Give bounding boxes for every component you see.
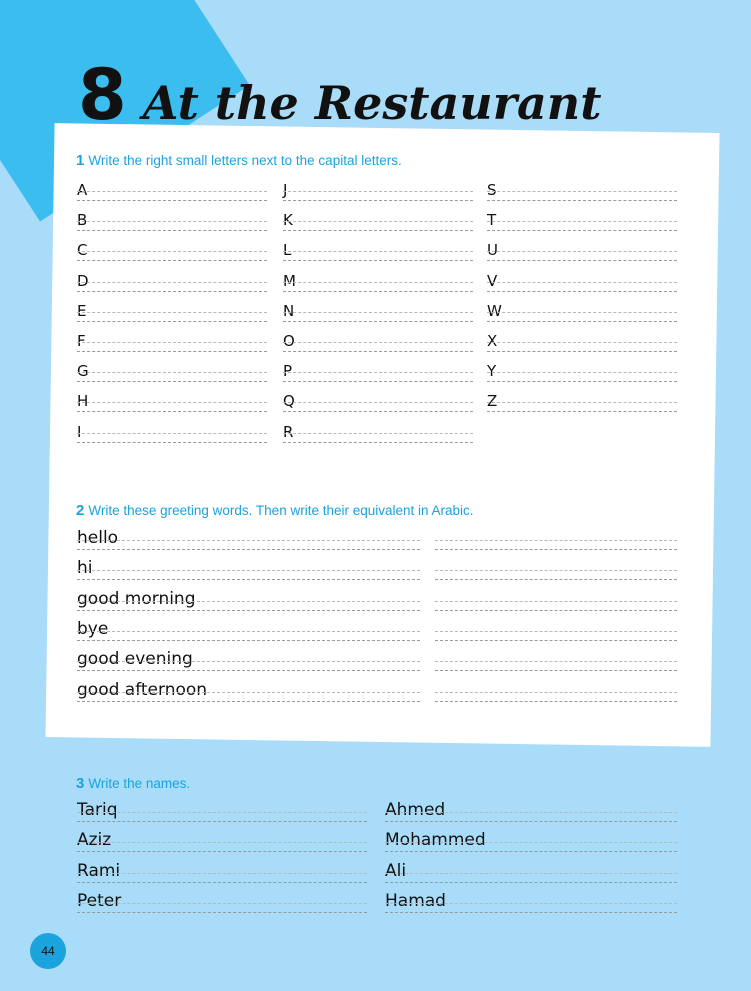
capital-letter-writing-line[interactable] [77, 381, 267, 412]
capital-letter: G [77, 362, 89, 381]
capital-letter: K [283, 211, 293, 230]
capital-letter: N [283, 301, 295, 320]
capital-letter-writing-line[interactable] [77, 200, 267, 231]
unit-title: At the Restaurant [142, 76, 602, 130]
name-writing-line[interactable] [77, 852, 367, 883]
arabic-equivalent-writing-line[interactable] [435, 519, 677, 550]
greeting-word: good evening [77, 649, 193, 670]
greeting-word: hello [77, 528, 119, 548]
exercise-1-text: Write the right small letters next to the capital letters. [88, 153, 402, 168]
name-writing-line[interactable] [385, 852, 677, 883]
capital-letter: W [487, 301, 502, 320]
capital-letter-writing-line[interactable] [77, 291, 267, 322]
name-writing-line[interactable] [385, 821, 677, 852]
capital-letter: E [77, 301, 87, 320]
greeting-word-writing-line[interactable] [77, 640, 420, 671]
capital-letter: D [77, 271, 89, 290]
exercise-1-instruction [76, 152, 402, 169]
capital-letter-writing-line[interactable] [283, 381, 473, 412]
name-writing-line[interactable] [77, 882, 367, 913]
capital-letter: B [77, 211, 88, 230]
name: Tariq [77, 800, 118, 820]
name: Aziz [77, 830, 112, 851]
exercise-2-text: Write these greeting words. Then write their equivalent in Arabic. [88, 503, 474, 518]
unit-header [78, 54, 602, 136]
greeting-word-writing-line[interactable] [77, 580, 420, 611]
capital-letter-writing-line[interactable] [487, 381, 677, 412]
capital-letter-writing-line[interactable] [487, 351, 677, 382]
capital-letter-writing-line[interactable] [77, 351, 267, 382]
page-number: 44 [30, 933, 66, 969]
capital-letter-writing-line[interactable] [487, 291, 677, 322]
capital-letter: L [283, 241, 292, 260]
capital-letter-writing-line[interactable] [283, 261, 473, 292]
capital-letter: X [487, 332, 498, 350]
arabic-equivalent-writing-line[interactable] [435, 580, 677, 611]
arabic-equivalent-writing-line[interactable] [435, 640, 677, 671]
name: Ahmed [385, 800, 446, 820]
capital-letter: V [487, 271, 498, 290]
capital-letter-writing-line[interactable] [77, 412, 267, 443]
greeting-word-writing-line[interactable] [77, 519, 420, 550]
capital-letter-writing-line[interactable] [487, 200, 677, 231]
capital-letter-writing-line[interactable] [77, 321, 267, 352]
capital-letter-writing-line[interactable] [487, 321, 677, 352]
capital-letter-writing-line[interactable] [283, 230, 473, 261]
capital-letter: Q [283, 392, 295, 411]
arabic-equivalent-writing-line[interactable] [435, 671, 677, 702]
arabic-equivalent-writing-line[interactable] [435, 610, 677, 641]
greeting-word: hi [77, 558, 93, 579]
capital-letter: Z [487, 392, 498, 411]
unit-number: 8 [78, 54, 125, 136]
capital-letter-writing-line[interactable] [283, 351, 473, 382]
capital-letter: J [283, 181, 288, 199]
capital-letter-writing-line[interactable] [77, 170, 267, 201]
greeting-word: good morning [77, 588, 196, 609]
capital-letter-writing-line[interactable] [77, 230, 267, 261]
capital-letter: U [487, 241, 498, 260]
greeting-word-writing-line[interactable] [77, 610, 420, 641]
greeting-word: good afternoon [77, 679, 208, 700]
capital-letter: P [283, 362, 293, 381]
greeting-word-writing-line[interactable] [77, 549, 420, 580]
capital-letter-writing-line[interactable] [283, 291, 473, 322]
capital-letter: Y [487, 362, 497, 381]
exercise-1-number: 1 [76, 152, 85, 169]
capital-letter: I [77, 422, 82, 441]
capital-letter: S [487, 181, 497, 199]
name: Peter [77, 890, 122, 911]
capital-letter: A [77, 181, 88, 199]
capital-letter-writing-line[interactable] [283, 200, 473, 231]
name: Mohammed [385, 830, 486, 851]
greeting-word: bye [77, 618, 109, 639]
capital-letter-writing-line[interactable] [487, 170, 677, 201]
name-writing-line[interactable] [385, 791, 677, 822]
capital-letter: M [283, 271, 296, 290]
capital-letter-writing-line[interactable] [487, 261, 677, 292]
name: Hamad [385, 890, 446, 911]
exercise-3-number: 3 [76, 775, 85, 792]
name: Rami [77, 860, 121, 881]
arabic-equivalent-writing-line[interactable] [435, 549, 677, 580]
greeting-word-writing-line[interactable] [77, 671, 420, 702]
capital-letter-writing-line[interactable] [283, 321, 473, 352]
name-writing-line[interactable] [77, 821, 367, 852]
exercise-2-number: 2 [76, 502, 85, 519]
capital-letter-writing-line[interactable] [283, 412, 473, 443]
capital-letter: C [77, 241, 88, 260]
exercise-3-instruction [76, 775, 190, 792]
capital-letter: H [77, 392, 89, 411]
name-writing-line[interactable] [385, 882, 677, 913]
exercise-3-text: Write the names. [88, 776, 191, 791]
capital-letter-writing-line[interactable] [77, 261, 267, 292]
capital-letter: R [283, 422, 294, 441]
name: Ali [385, 860, 407, 881]
name-writing-line[interactable] [77, 791, 367, 822]
capital-letter-writing-line[interactable] [487, 230, 677, 261]
exercise-2-instruction [76, 502, 474, 519]
capital-letter: T [487, 211, 497, 230]
capital-letter-writing-line[interactable] [283, 170, 473, 201]
capital-letter: O [283, 332, 295, 350]
capital-letter: F [77, 332, 86, 350]
